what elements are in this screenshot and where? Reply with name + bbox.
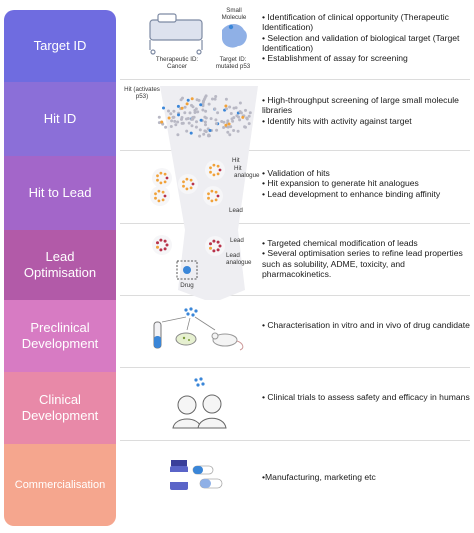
- label-hit-activates: Hit (activates p53): [124, 86, 160, 100]
- molecule-dot: [217, 195, 220, 198]
- dot-group: [184, 307, 197, 316]
- molecule-dot: [160, 182, 163, 185]
- molecule-dot: [204, 110, 207, 113]
- molecule-dot: [217, 165, 220, 168]
- molecule-dot: [238, 118, 241, 121]
- molecule-dot: [162, 199, 165, 202]
- molecule-dot: [156, 179, 159, 182]
- molecule-dot: [201, 109, 204, 112]
- molecule-dot: [164, 126, 167, 129]
- molecule-dot: [222, 126, 225, 129]
- molecule-dot: [209, 247, 212, 250]
- cluster-halo: [150, 186, 170, 206]
- molecule-dot: [172, 116, 175, 119]
- molecule-dot: [214, 95, 217, 98]
- stage-label: Target ID: [33, 38, 87, 53]
- molecule-dot: [164, 195, 167, 198]
- molecule-dot: [154, 192, 157, 195]
- molecule-dot: [199, 103, 202, 106]
- molecule-dot: [203, 116, 206, 119]
- molecule-dot: [168, 117, 171, 120]
- molecule-dot: [195, 120, 198, 123]
- bullet: • Targeted chemical modification of leads: [262, 238, 418, 248]
- molecule-dot: [189, 111, 192, 114]
- molecule-dot: [177, 113, 180, 116]
- molecule-dot: [183, 111, 186, 114]
- molecule-dot: [209, 171, 212, 174]
- molecule-dot: [225, 107, 228, 110]
- molecule-dot: [164, 173, 167, 176]
- molecule-dot: [217, 248, 220, 251]
- molecule-dot: [224, 105, 227, 108]
- molecule-dot: [226, 119, 229, 122]
- label-drug: Drug: [180, 282, 194, 289]
- molecule-dot: [228, 106, 231, 109]
- molecule-dot: [213, 174, 216, 177]
- molecule-dot: [173, 120, 176, 123]
- branch-lines: [162, 317, 215, 330]
- bullet: • High-throughput screening of large small molecule libraries: [262, 95, 459, 116]
- molecule-dot: [217, 241, 220, 244]
- molecule-dot: [181, 107, 184, 110]
- molecule-dot: [226, 131, 229, 134]
- molecule-dot: [191, 124, 194, 127]
- molecule-dot: [249, 111, 252, 114]
- bullet: • Hit expansion to generate hit analogues: [262, 178, 419, 189]
- bullet: •Manufacturing, marketing etc: [262, 472, 376, 482]
- molecule-dot: [162, 107, 165, 110]
- molecule-dot: [180, 118, 183, 121]
- molecule-dot: [231, 120, 234, 123]
- molecule-dot: [191, 97, 194, 100]
- bullet: • Characterisation in vitro and in vivo of drug candidate: [262, 320, 470, 330]
- molecule-dot: [194, 111, 197, 114]
- molecule-dot: [202, 133, 205, 136]
- molecule-dot: [172, 110, 175, 113]
- molecule-dot: [198, 135, 201, 138]
- molecule-dot: [224, 124, 227, 127]
- molecule-dot: [164, 181, 167, 184]
- molecule-dot: [190, 187, 193, 190]
- molecule-dot: [170, 125, 173, 128]
- molecule-dot: [174, 123, 177, 126]
- capsules-icon: [193, 466, 222, 488]
- cluster-halo: [152, 235, 172, 255]
- molecule-dot: [167, 110, 170, 113]
- molecule-dot: [202, 100, 205, 103]
- lead-optimisation-bullets: [262, 238, 474, 279]
- molecule-blob-icon: [222, 24, 247, 48]
- label-lead-analogue: Lead analogue: [226, 252, 252, 266]
- molecule-dot: [215, 129, 218, 132]
- molecule-dot: [208, 134, 211, 137]
- cluster-halo: [203, 186, 223, 206]
- molecule-dot: [209, 166, 212, 169]
- molecule-dot: [239, 102, 242, 105]
- hospital-bed-icon: [150, 14, 202, 54]
- molecule-dot: [214, 118, 217, 121]
- molecule-dot: [212, 249, 215, 252]
- molecule-dot: [203, 129, 206, 132]
- molecule-dot: [232, 116, 235, 119]
- molecule-dot: [248, 122, 251, 125]
- molecule-dot: [182, 185, 185, 188]
- bullet: • Validation of hits: [262, 168, 330, 178]
- molecule-dot: [211, 200, 214, 203]
- molecule-dot: [164, 247, 167, 250]
- stage-label: Hit to Lead: [28, 185, 92, 200]
- molecule-dot: [176, 133, 179, 136]
- molecule-dot: [159, 239, 162, 242]
- cluster-halo: [178, 174, 198, 194]
- molecule-dot: [204, 123, 207, 126]
- target-id-bullets: [262, 12, 474, 63]
- bullet: • Identification of clinical opportunity (Therapeutic Identification): [262, 12, 449, 33]
- molecule-dot: [195, 126, 198, 129]
- molecule-dot: [185, 118, 188, 121]
- molecule-dot: [156, 241, 159, 244]
- label-therapeutic-id: Therapeutic ID: Cancer: [155, 56, 199, 70]
- molecule-dot: [208, 103, 211, 106]
- molecule-dot: [196, 110, 199, 113]
- bullet: • Identify hits with activity against target: [262, 115, 412, 126]
- molecule-dot: [156, 174, 159, 177]
- molecule-dot: [215, 199, 218, 202]
- molecule-dot: [169, 112, 172, 115]
- molecule-dot: [191, 118, 194, 121]
- molecule-dot: [248, 115, 251, 118]
- molecule-dot: [154, 197, 157, 200]
- label-hit: Hit: [232, 157, 240, 164]
- molecule-dot: [205, 94, 208, 97]
- molecule-dot: [217, 173, 220, 176]
- hit-id-bullets: [262, 95, 474, 126]
- molecule-dot: [239, 110, 242, 113]
- label-target-id: Target ID: mutated p53: [215, 56, 251, 70]
- stage-label: Preclinical Development: [21, 320, 99, 351]
- molecule-dot: [211, 98, 214, 101]
- molecule-dot: [181, 122, 184, 125]
- bullet: • Establishment of assay for screening: [262, 53, 408, 64]
- bullet: • Selection and validation of biological target (Target Identification): [262, 32, 460, 53]
- molecule-dot: [188, 122, 191, 125]
- molecule-dot: [170, 119, 173, 122]
- molecule-dot: [213, 164, 216, 167]
- bullet: • Clinical trials to assess safety and efficacy in humans: [262, 392, 470, 402]
- molecule-dot: [204, 121, 207, 124]
- molecule-dot: [222, 121, 225, 124]
- stage-label: Hit ID: [43, 111, 77, 126]
- molecule-dot: [235, 106, 238, 109]
- molecule-dot: [185, 130, 188, 133]
- molecule-dot: [166, 244, 169, 247]
- molecule-dot: [215, 191, 218, 194]
- cluster-halo: [152, 168, 172, 188]
- molecule-dot: [176, 121, 179, 124]
- stage-label: Lead Optimisation: [23, 249, 97, 280]
- molecule-dot: [187, 99, 190, 102]
- molecule-dot: [195, 107, 198, 110]
- molecule-dot: [190, 104, 193, 107]
- molecule-dot: [212, 240, 215, 243]
- molecule-dot: [159, 248, 162, 251]
- molecule-dot: [209, 242, 212, 245]
- pill-bottle-icon: [170, 460, 188, 490]
- molecule-dot: [244, 126, 247, 129]
- molecule-dot: [192, 183, 195, 186]
- hit-to-lead-bullets: [262, 168, 474, 199]
- molecule-dot: [229, 125, 232, 128]
- molecule-dot: [160, 172, 163, 175]
- molecule-dot: [216, 111, 219, 114]
- molecule-dot: [228, 123, 231, 126]
- molecule-dot: [237, 130, 240, 133]
- cluster-halo: [205, 160, 225, 180]
- molecule-dot: [164, 240, 167, 243]
- molecule-dot: [207, 197, 210, 200]
- molecule-dot: [244, 109, 247, 112]
- molecule-dot: [156, 246, 159, 249]
- molecule-dot: [177, 105, 180, 108]
- commercialisation-bullets: [262, 472, 474, 482]
- label-lead: Lead: [230, 237, 244, 244]
- molecule-dot: [158, 190, 161, 193]
- molecule-dot: [232, 129, 235, 132]
- mouse-icon: [212, 333, 243, 350]
- label-lead: Lead: [229, 207, 243, 214]
- molecule-dot: [199, 128, 202, 131]
- test-tube-icon: [154, 322, 161, 348]
- molecule-dot: [181, 97, 184, 100]
- molecule-dot: [209, 129, 212, 132]
- molecule-dot: [182, 180, 185, 183]
- molecule-dot: [162, 191, 165, 194]
- molecule-dot: [225, 98, 228, 101]
- molecule-dot: [215, 122, 218, 125]
- molecule-dot: [186, 102, 189, 105]
- molecule-dot: [190, 132, 193, 135]
- molecule-dot: [246, 118, 249, 121]
- molecule-dot: [198, 99, 201, 102]
- petri-dish-icon: [176, 333, 196, 345]
- stage-label: Clinical Development: [21, 392, 99, 423]
- molecule-dot: [186, 188, 189, 191]
- molecule-dot: [158, 116, 161, 119]
- molecule-dot: [219, 169, 222, 172]
- molecule-dot: [184, 106, 187, 109]
- molecule-dot: [207, 192, 210, 195]
- molecule-dot: [213, 107, 216, 110]
- molecule-dot: [166, 177, 169, 180]
- patients-icon: [173, 395, 226, 428]
- molecule-dot: [237, 116, 240, 119]
- molecule-dot: [158, 200, 161, 203]
- molecule-dot: [200, 119, 203, 122]
- molecule-dot: [186, 178, 189, 181]
- molecule-dot: [219, 245, 222, 248]
- label-small-molecule: Small Molecule: [221, 7, 247, 21]
- label-hit-analogue: Hit analogue: [234, 165, 260, 179]
- cluster-halo: [205, 236, 225, 256]
- molecule-dot: [160, 121, 163, 124]
- clinical-bullets: [262, 392, 474, 402]
- preclinical-bullets: [262, 320, 474, 330]
- molecule-dot: [210, 117, 213, 120]
- molecule-dot: [228, 133, 231, 136]
- stage-label: Commercialisation: [14, 479, 106, 491]
- dot-group: [194, 377, 204, 386]
- molecule-dot: [190, 179, 193, 182]
- bullet: • Several optimisation series to refine lead properties such as solubility, ADME, toxicity, and pharmacokinetics.: [262, 248, 463, 279]
- molecule-dot: [241, 116, 244, 119]
- molecule-dot: [214, 98, 217, 101]
- bullet: • Lead development to enhance binding affinity: [262, 188, 441, 199]
- molecule-dot: [211, 190, 214, 193]
- molecule-dot: [230, 112, 233, 115]
